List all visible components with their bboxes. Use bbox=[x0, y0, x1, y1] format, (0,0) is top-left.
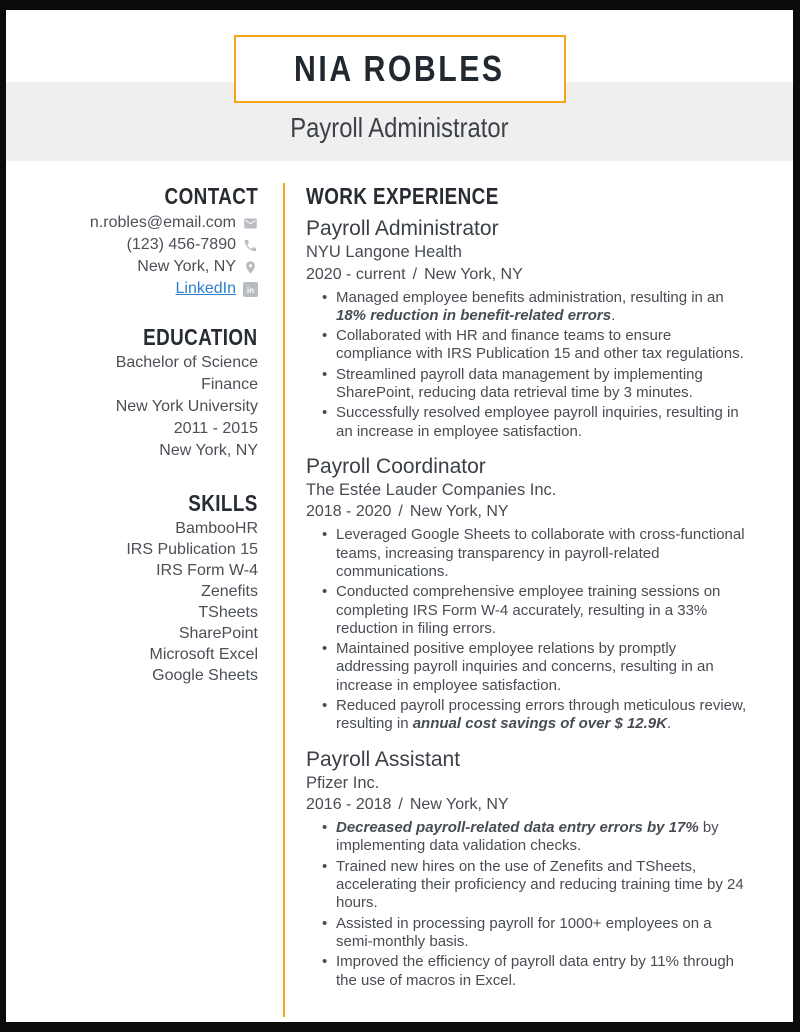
bullet-highlight-text: Decreased payroll-related data entry errors by 17% bbox=[336, 819, 699, 837]
skill-item: TSheets bbox=[198, 604, 258, 621]
job-bullets bbox=[306, 526, 749, 733]
job-location: New York, NY bbox=[409, 503, 509, 521]
skills-section bbox=[46, 490, 258, 686]
job-bullets bbox=[306, 289, 749, 441]
education-line: New York, NY bbox=[159, 442, 258, 459]
bullet-text: . bbox=[666, 715, 672, 733]
job-title: Payroll Assistant bbox=[306, 747, 461, 771]
bullet-text: Managed employee benefits administration, resulting in an bbox=[336, 288, 724, 306]
contact-heading: CONTACT bbox=[164, 183, 258, 209]
bullet-text: Conducted comprehensive employee training sessions on completing IRS Form W-4 accurately, resulting in a 33% reduction in filing errors. bbox=[336, 583, 721, 637]
linkedin-icon bbox=[243, 282, 258, 297]
job-title: Payroll Coordinator bbox=[306, 454, 486, 478]
contact-item bbox=[46, 278, 258, 300]
sidebar bbox=[6, 183, 283, 1017]
job-bullet bbox=[336, 366, 749, 403]
bullet-text: Reduced payroll processing errors through meticulous review, resulting in bbox=[336, 697, 747, 733]
job-entry bbox=[306, 215, 749, 441]
contact-item bbox=[46, 212, 258, 234]
linkedin-link[interactable]: LinkedIn bbox=[175, 280, 236, 297]
skill-item: Zenefits bbox=[201, 583, 258, 600]
job-dates-location bbox=[306, 794, 749, 815]
contact-text: New York, NY bbox=[137, 258, 236, 275]
job-bullet bbox=[336, 583, 749, 638]
job-bullet bbox=[336, 697, 749, 734]
skills-heading: SKILLS bbox=[188, 490, 258, 516]
bullet-highlight-text: 18% reduction in benefit-related errors bbox=[336, 306, 612, 324]
name-box bbox=[234, 35, 566, 103]
svg-text:in: in bbox=[246, 285, 255, 295]
job-dates: 2020 - current bbox=[306, 265, 406, 283]
job-entry bbox=[306, 746, 749, 990]
bullet-text: Successfully resolved employee payroll inquiries, resulting in an increase in employee satisfaction. bbox=[336, 404, 739, 440]
job-bullet bbox=[336, 526, 749, 581]
work-experience-heading: WORK EXPERIENCE bbox=[306, 183, 499, 209]
contact-item bbox=[46, 234, 258, 256]
bullet-text: by implementing data validation checks. bbox=[336, 819, 719, 855]
skill-item: Microsoft Excel bbox=[149, 646, 258, 663]
job-bullet bbox=[336, 953, 749, 990]
job-company: The Estée Lauder Companies Inc. bbox=[306, 480, 557, 499]
contact-text: (123) 456-7890 bbox=[126, 236, 236, 253]
bullet-text: Assisted in processing payroll for 1000+ employees on a semi-monthly basis. bbox=[336, 914, 712, 950]
job-location: New York, NY bbox=[409, 796, 509, 814]
job-dates-location bbox=[306, 264, 749, 285]
skill-item: BambooHR bbox=[175, 520, 258, 537]
bullet-text: Improved the efficiency of payroll data entry by 11% through the use of macros in Excel. bbox=[336, 953, 735, 989]
job-location: New York, NY bbox=[424, 265, 523, 283]
contact-list bbox=[46, 212, 258, 300]
skills-list bbox=[46, 518, 258, 686]
education-line: Finance bbox=[201, 376, 258, 393]
skill-item: IRS Form W-4 bbox=[156, 562, 258, 579]
meta-separator: / bbox=[398, 503, 403, 521]
skill-item: IRS Publication 15 bbox=[126, 541, 258, 558]
job-dates: 2018 - 2020 bbox=[306, 503, 392, 521]
job-bullet bbox=[336, 640, 749, 695]
phone-icon bbox=[243, 238, 258, 253]
job-bullet bbox=[336, 915, 749, 952]
bullet-text: Collaborated with HR and finance teams to ensure compliance with IRS Publication 15 and other tax regulations. bbox=[336, 327, 744, 363]
job-bullet bbox=[336, 819, 749, 856]
contact-section bbox=[46, 183, 258, 300]
work-experience-column bbox=[283, 183, 793, 1017]
contact-item bbox=[46, 256, 258, 278]
candidate-name: NIA ROBLES bbox=[294, 48, 505, 89]
education-line: 2011 - 2015 bbox=[173, 420, 258, 437]
job-bullet bbox=[336, 858, 749, 913]
job-bullets bbox=[306, 819, 749, 990]
resume-subtitle: Payroll Administrator bbox=[290, 111, 509, 143]
job-company: Pfizer Inc. bbox=[306, 773, 380, 792]
meta-separator: / bbox=[398, 796, 403, 814]
education-line: Bachelor of Science bbox=[115, 354, 258, 371]
meta-separator: / bbox=[412, 265, 418, 283]
content-columns bbox=[6, 183, 793, 1017]
job-company: NYU Langone Health bbox=[306, 243, 462, 261]
envelope-icon bbox=[243, 216, 258, 231]
bullet-text: . bbox=[611, 306, 616, 324]
skill-item: SharePoint bbox=[178, 625, 258, 642]
job-bullet bbox=[336, 404, 749, 441]
education-heading: EDUCATION bbox=[143, 324, 258, 350]
resume-header bbox=[6, 10, 793, 161]
bullet-text: Leveraged Google Sheets to collaborate with cross-functional teams, increasing transparency in payroll-related communications. bbox=[336, 526, 745, 580]
job-entry bbox=[306, 453, 749, 734]
skill-item: Google Sheets bbox=[152, 667, 258, 684]
job-bullet bbox=[336, 289, 749, 326]
job-bullet bbox=[336, 327, 749, 364]
location-pin-icon bbox=[243, 260, 258, 275]
job-dates-location bbox=[306, 501, 749, 522]
resume-page bbox=[6, 10, 793, 1022]
bullet-text: Maintained positive employee relations by promptly addressing payroll inquiries and concerns, resulting in an increase in employee satisfaction. bbox=[336, 640, 714, 694]
education-section bbox=[46, 324, 258, 462]
job-title: Payroll Administrator bbox=[306, 217, 499, 240]
bullet-highlight-text: annual cost savings of over $ 12.9K bbox=[412, 715, 667, 733]
job-dates: 2016 - 2018 bbox=[306, 796, 392, 814]
education-lines bbox=[46, 352, 258, 462]
bullet-text: Streamlined payroll data management by implementing SharePoint, reducing data retrieval time by 3 minutes. bbox=[336, 365, 703, 401]
jobs-container bbox=[306, 215, 749, 990]
bullet-text: Trained new hires on the use of Zenefits and TSheets, accelerating their proficiency and reducing training time by 24 hours. bbox=[336, 857, 744, 912]
education-line: New York University bbox=[115, 398, 258, 415]
contact-text: n.robles@email.com bbox=[89, 214, 236, 231]
